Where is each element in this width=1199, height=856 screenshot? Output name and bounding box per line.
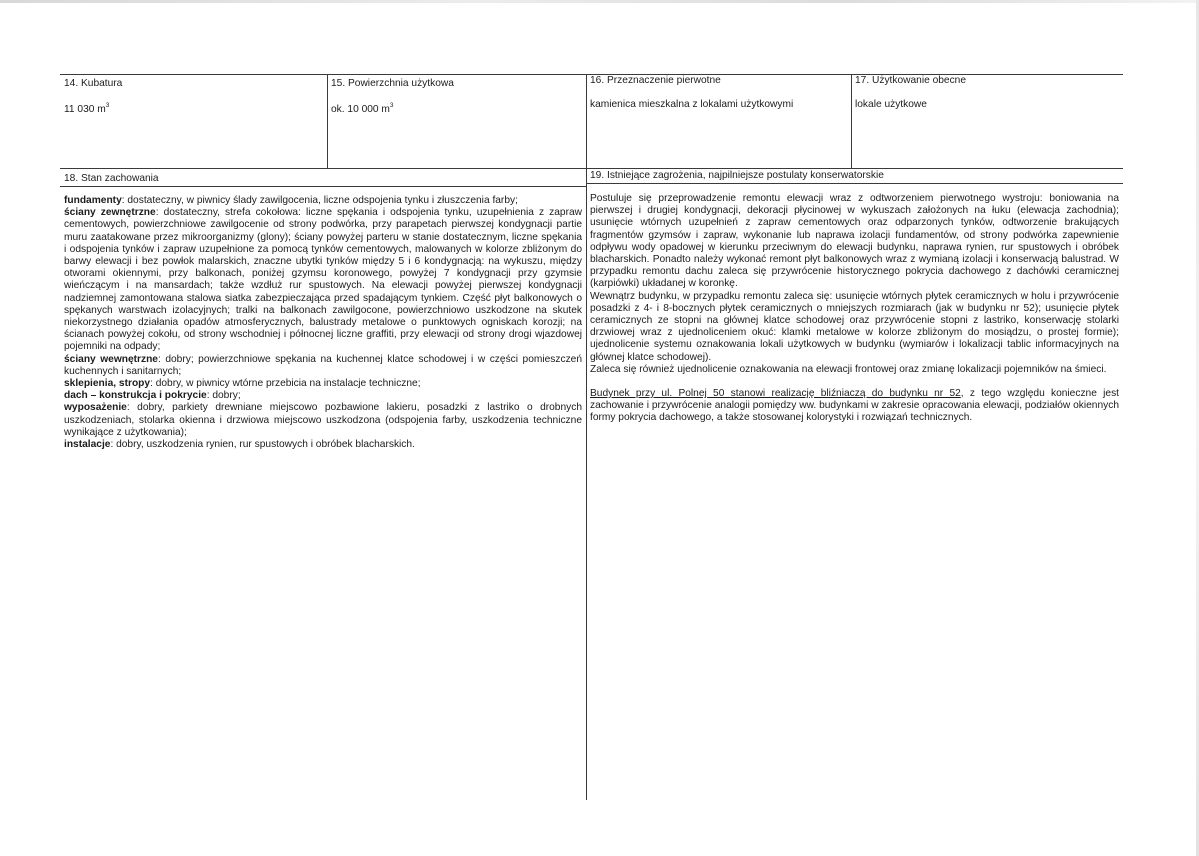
stan-item-fundamenty: fundamenty: dostateczny, w piwnicy ślady zawilgocenia, liczne odspojenia tynku i złuszczenia farby; [64, 195, 518, 206]
stan-zachowania-body [64, 195, 582, 451]
header-underline-19 [586, 183, 1123, 184]
przeznaczenie-label: 16. Przeznaczenie pierwotne [590, 75, 721, 86]
zagrozenia-body [590, 193, 1119, 425]
zagrozenia-label: 19. Istniejące zagrożenia, najpilniejsze postulaty konserwatorskie [590, 170, 884, 181]
scan-top-edge [0, 0, 1199, 3]
stan-item-wyposazenie: wyposażenie: dobry, parkiety drewniane miejscowo pozbawione lakieru, posadzki z lastriko o drobnych uszkodzeniach, stolarka okienna i drzwiowa miejscowo uszkodzona (odspojenia farby, uszkodzenia techniczne wynikające z użytkowania); [64, 402, 582, 438]
kubatura-value: 11 030 $m^3$ [64, 102, 110, 115]
stan-item-sklepienia: sklepienia, stropy: dobry, w piwnicy wtórne przebicia na instalacje techniczne; [64, 378, 421, 390]
col-divider-1 [327, 74, 328, 168]
powierzchnia-value: ok. 10 000 $m^3$ [331, 102, 394, 115]
kubatura-label: 14. Kubatura [64, 78, 123, 89]
col-divider-3 [851, 74, 852, 168]
zagrozenia-paragraph-3: Zaleca się również ujednolicenie oznakowania na elewacji frontowej oraz zmianę lokalizacji pojemników na śmieci. [590, 363, 1107, 375]
uzytkowanie-label: 17. Użytkowanie obecne [855, 75, 966, 86]
stan-item-sciany-wewnetrzne: ściany wewnętrzne: dobry; powierzchniowe spękania na kuchennej klatce schodowej i w części pomieszczeń kuchennych i sanitarnych; [64, 353, 582, 377]
stan-zachowania-label: 18. Stan zachowania [64, 173, 159, 184]
col-divider-main [586, 74, 587, 800]
bliźniacza-note: Budynek przy ul. Polnej 50 stanowi realizację bliźniaczą do budynku nr 52 [590, 388, 961, 400]
header-underline-18 [60, 186, 586, 187]
zagrozenia-paragraph-1: Postuluje się przeprowadzenie remontu elewacji wraz z odtworzeniem pierwotnego wystroju: boniowania na pierwszej i drugiej kondygnacji, dekoracji płycinowej w wykuszach założonych na łuku (elewacja zachodnia); usunięcie wtórnych uzupełnień z zapraw cementowych oraz odparzonych tynków, odtworzenie brakujących fragmentów gzymsów i zapraw, wykonanie lub naprawa izolacji fundamentów, od strony podwórka zapewnienie odpływu wody opadowej w kierunku przeciwnym do elewacji budynku, naprawa rynien, rur spustowych i obróbek blacharskich. Ponadto należy wykonać remont płyt balkonowych wraz z wymianą izolacji i konserwacją balustrad. W przypadku remontu dachu zaleca się przywrócenie historycznego pokrycia dachowego z dachówki ceramicznej (karpiówki) układanej w koronkę. [590, 193, 1119, 290]
stan-item-dach: dach – konstrukcja i pokrycie: dobry; [64, 390, 241, 402]
stan-item-sciany-zewnetrzne: ściany zewnętrzne: dostateczny, strefa cokołowa: liczne spękania i odspojenia tynku, uzupełnienia z zapraw cementowych, powierzchniowe zawilgocenie od strony podwórka, przy parapetach pierwszej kondygnacji partie muru zaatakowane przez mikroorganizmy (glony); ściany powyżej parteru w stanie dostatecznym, liczne spękania i odspojenia tynków i zapraw uzupełnione za pomocą tynków cementowych, malowanych w kolorze zbliżonym do barwy elewacji i bez powłok malarskich, znaczne ubytki tynków między 5 i 6 kondygnacją: na wykuszu, między otworami okiennymi, przy balkonach, poniżej gzymsu koronowego, powyżej 7 kondygnacji przy gzymsie wieńczącym i na mansardach; także wzdłuż rur spustowych. Na elewacji powyżej pierwszej kondygnacji nadziemnej zamontowana stalowa siatka zabezpieczająca przed spadającym tynkiem. Część płyt balkonowych o spękanych warstwach izolacyjnych; tralki na balkonach zawilgocone, powierzchniowo uszkodzone na skutek niekorzystnego działania opadów atmosferycznych, balustrady metalowe o punktowych ogniskach korozji; na ścianach powyżej cokołu, od strony wschodniej i północnej liczne graffiti, przy elewacji od strony drogi wjazdowej pojemniki na odpady; [64, 207, 582, 353]
powierzchnia-label: 15. Powierzchnia użytkowa [331, 78, 454, 89]
row-divider [60, 168, 1123, 169]
stan-item-instalacje: instalacje: dobry, uszkodzenia rynien, rur spustowych i obróbek blacharskich. [64, 439, 415, 451]
uzytkowanie-value: lokale użytkowe [855, 99, 927, 110]
zagrozenia-paragraph-2: Wewnątrz budynku, w przypadku remontu zaleca się: usunięcie wtórnych płytek ceramicznych w holu i przywrócenie posadzki z 4- i 8-bocznych płytek ceramicznych o mniejszych rozmiarach (jak w budynku nr 52); usunięcie płytek ceramicznych ze stopni na głównej klatce schodowej oraz przywrócenie stopni z lastriko, konserwację stolarki drzwiowej wraz z ujednoliceniem okuć: klamki metalowe w kolorze zbliżonym do mosiądzu, o prostej formie); ujednolicenie systemu oznakowania lokali użytkowych w budynku (wymiarów i lokalizacji tablic informacyjnych na głównej klatce schodowej). [590, 290, 1119, 363]
przeznaczenie-value: kamienica mieszkalna z lokalami użytkowymi [590, 99, 794, 110]
zagrozenia-paragraph-4: Budynek przy ul. Polnej 50 stanowi realizację bliźniaczą do budynku nr 52, z tego względu konieczne jest zachowanie i przywrócenie analogii pomiędzy ww. budynkami w zakresie opracowania elewacji, podziałów okiennych formy pokrycia dachowego, a także stosowanej kolorystyki i rozwiązań technicznych. [590, 388, 1119, 424]
